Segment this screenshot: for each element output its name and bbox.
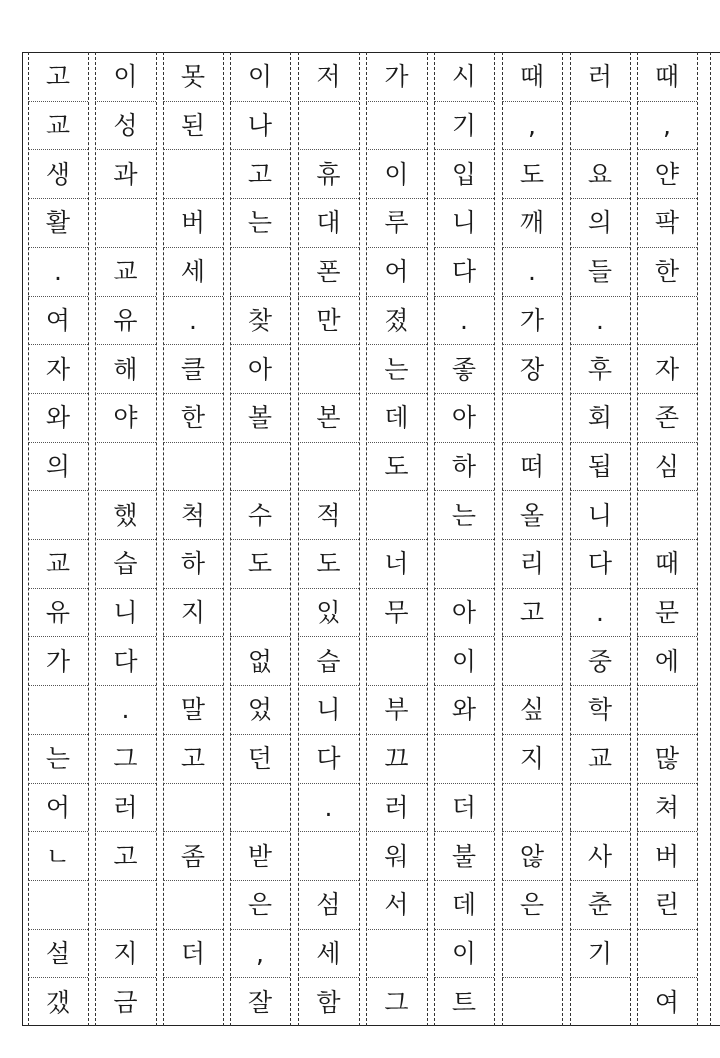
- manuscript-cell: 문: [654, 598, 680, 628]
- manuscript-column: [637, 52, 697, 1026]
- manuscript-cell: 아: [451, 403, 477, 433]
- manuscript-cell: 후: [587, 354, 613, 384]
- column-rule: [290, 52, 291, 1026]
- column-rule: [223, 52, 224, 1026]
- manuscript-cell: 야: [113, 403, 138, 433]
- manuscript-cell: 가: [384, 62, 409, 92]
- manuscript-cell: 대: [316, 208, 341, 238]
- manuscript-cell: 올: [519, 500, 545, 530]
- manuscript-cell: ,: [528, 111, 536, 141]
- manuscript-cell: 볼: [247, 403, 273, 433]
- manuscript-cell: 와: [451, 695, 477, 725]
- manuscript-cell: [230, 783, 290, 833]
- manuscript-cell: 이: [451, 646, 477, 676]
- manuscript-cell: [366, 101, 427, 151]
- manuscript-cell: 중: [587, 646, 613, 676]
- manuscript-cell: [298, 101, 359, 151]
- manuscript-cell: 도: [384, 451, 409, 481]
- manuscript-cell: ,: [663, 111, 671, 141]
- manuscript-cell: [502, 977, 562, 1027]
- manuscript-cell: 교: [113, 257, 138, 287]
- manuscript-cell: 은: [247, 890, 273, 920]
- manuscript-cell: 본: [316, 403, 341, 433]
- manuscript-cell: [434, 734, 494, 784]
- manuscript-cell: 는: [45, 744, 71, 774]
- column-rule: [562, 52, 563, 1026]
- manuscript-column: [366, 52, 427, 1026]
- manuscript-cell: 버: [180, 208, 206, 238]
- manuscript-cell: [434, 539, 494, 589]
- manuscript-cell: 않: [519, 841, 545, 871]
- manuscript-column: [95, 52, 156, 1026]
- manuscript-cell: 더: [180, 938, 206, 968]
- manuscript-cell: 무: [384, 598, 409, 628]
- manuscript-column: [28, 52, 88, 1026]
- manuscript-cell: 가: [519, 305, 545, 335]
- manuscript-cell: [95, 880, 156, 930]
- manuscript-cell: 폰: [316, 257, 341, 287]
- manuscript-cell: 교: [45, 549, 71, 579]
- manuscript-cell: 없: [247, 646, 273, 676]
- manuscript-cell: 춘: [587, 890, 613, 920]
- manuscript-cell: 회: [587, 403, 613, 433]
- manuscript-cell: 부: [384, 695, 409, 725]
- manuscript-cell: 한: [180, 403, 206, 433]
- manuscript-cell: 많: [654, 744, 680, 774]
- manuscript-cell: 과: [113, 159, 138, 189]
- manuscript-cell: 유: [113, 305, 138, 335]
- manuscript-cell: [637, 929, 697, 979]
- manuscript-cell: 활: [45, 208, 71, 238]
- manuscript-cell: [28, 685, 88, 735]
- manuscript-cell: 고: [247, 159, 273, 189]
- manuscript-cell: 때: [654, 549, 680, 579]
- manuscript-cell: 니: [587, 500, 613, 530]
- manuscript-cell: 해: [113, 354, 138, 384]
- manuscript-cell: [163, 149, 223, 199]
- manuscript-cell: 싶: [519, 695, 545, 725]
- manuscript-cell: 이: [247, 62, 273, 92]
- manuscript-cell: 의: [45, 451, 71, 481]
- manuscript-cell: [366, 490, 427, 540]
- manuscript-cell: .: [54, 257, 62, 287]
- manuscript-cell: 다: [316, 744, 341, 774]
- manuscript-cell: 린: [654, 890, 680, 920]
- manuscript-cell: 습: [316, 646, 341, 676]
- manuscript-cell: 루: [384, 208, 409, 238]
- manuscript-cell: 너: [384, 549, 409, 579]
- manuscript-cell: 하: [451, 451, 477, 481]
- manuscript-cell: 받: [247, 841, 273, 871]
- manuscript-cell: 요: [587, 159, 613, 189]
- manuscript-cell: 쳐: [654, 792, 680, 822]
- manuscript-cell: 팍: [654, 208, 680, 238]
- manuscript-cell: 유: [45, 598, 71, 628]
- manuscript-column: [298, 52, 359, 1026]
- manuscript-cell: 나: [247, 111, 273, 141]
- manuscript-cell: [163, 977, 223, 1027]
- manuscript-cell: 에: [654, 646, 680, 676]
- manuscript-cell: [502, 929, 562, 979]
- manuscript-cell: 니: [113, 598, 138, 628]
- manuscript-cell: 다: [113, 646, 138, 676]
- manuscript-cell: ,: [256, 938, 264, 968]
- manuscript-cell: .: [528, 257, 536, 287]
- manuscript-cell: 저: [316, 62, 341, 92]
- manuscript-cell: 지: [180, 598, 206, 628]
- manuscript-cell: [230, 247, 290, 297]
- manuscript-cell: 수: [247, 500, 273, 530]
- manuscript-cell: 끄: [384, 744, 409, 774]
- manuscript-column: [434, 52, 494, 1026]
- column-rule: [156, 52, 157, 1026]
- manuscript-cell: 그: [384, 987, 409, 1017]
- column-rule: [494, 52, 495, 1026]
- manuscript-cell: 심: [654, 451, 680, 481]
- manuscript-cell: 이: [451, 938, 477, 968]
- manuscript-cell: 생: [45, 159, 71, 189]
- manuscript-cell: [637, 685, 697, 735]
- manuscript-cell: 됩: [587, 451, 613, 481]
- manuscript-cell: [28, 490, 88, 540]
- manuscript-cell: 워: [384, 841, 409, 871]
- manuscript-cell: 한: [654, 257, 680, 287]
- manuscript-cell: [502, 783, 562, 833]
- manuscript-cell: 는: [384, 354, 409, 384]
- manuscript-cell: 좀: [180, 841, 206, 871]
- manuscript-cell: 기: [451, 111, 477, 141]
- manuscript-cell: 는: [247, 208, 273, 238]
- manuscript-cell: 여: [45, 305, 71, 335]
- manuscript-cell: [163, 636, 223, 686]
- manuscript-cell: [298, 344, 359, 394]
- manuscript-cell: 던: [247, 744, 273, 774]
- manuscript-cell: 러: [113, 792, 138, 822]
- manuscript-cell: 여: [654, 987, 680, 1017]
- manuscript-cell: 시: [451, 62, 477, 92]
- manuscript-cell: .: [189, 305, 197, 335]
- manuscript-cell: 교: [587, 744, 613, 774]
- manuscript-cell: 서: [384, 890, 409, 920]
- manuscript-cell: 지: [519, 744, 545, 774]
- manuscript-cell: 휴: [316, 159, 341, 189]
- manuscript-cell: 적: [316, 500, 341, 530]
- manuscript-cell: 찾: [247, 305, 273, 335]
- manuscript-cell: 교: [45, 111, 71, 141]
- manuscript-column: [502, 52, 562, 1026]
- manuscript-cell: 설: [45, 938, 71, 968]
- manuscript-cell: 떠: [519, 451, 545, 481]
- manuscript-cell: .: [596, 598, 604, 628]
- manuscript-cell: 니: [316, 695, 341, 725]
- manuscript-cell: 말: [180, 695, 206, 725]
- manuscript-cell: [502, 393, 562, 443]
- manuscript-cell: 이: [113, 62, 138, 92]
- manuscript-cell: [570, 783, 630, 833]
- manuscript-cell: 지: [113, 938, 138, 968]
- manuscript-cell: 불: [451, 841, 477, 871]
- manuscript-cell: 아: [451, 598, 477, 628]
- manuscript-column: [163, 52, 223, 1026]
- manuscript-cell: 리: [519, 549, 545, 579]
- manuscript-cell: 했: [113, 500, 138, 530]
- manuscript-cell: 자: [45, 354, 71, 384]
- manuscript-cell: [637, 296, 697, 346]
- manuscript-cell: .: [324, 792, 333, 822]
- manuscript-cell: [95, 442, 156, 492]
- manuscript-cell: 와: [45, 403, 71, 433]
- manuscript-cell: 자: [654, 354, 680, 384]
- manuscript-cell: 함: [316, 987, 341, 1017]
- manuscript-cell: 이: [384, 159, 409, 189]
- manuscript-cell: [502, 636, 562, 686]
- manuscript-cell: .: [460, 305, 468, 335]
- manuscript-cell: [163, 442, 223, 492]
- manuscript-column: [230, 52, 290, 1026]
- manuscript-cell: 고: [519, 598, 545, 628]
- manuscript-cell: [163, 783, 223, 833]
- manuscript-cell: 은: [519, 890, 545, 920]
- column-rule: [359, 52, 360, 1026]
- manuscript-cell: 입: [451, 159, 477, 189]
- manuscript-cell: [230, 588, 290, 638]
- manuscript-cell: [95, 198, 156, 248]
- manuscript-cell: 들: [587, 257, 613, 287]
- manuscript-cell: 세: [316, 938, 341, 968]
- manuscript-cell: 얀: [654, 159, 680, 189]
- manuscript-cell: 데: [384, 403, 409, 433]
- manuscript-cell: 사: [587, 841, 613, 871]
- manuscript-column: [570, 52, 630, 1026]
- manuscript-cell: 러: [384, 792, 409, 822]
- manuscript-cell: 클: [180, 354, 206, 384]
- manuscript-cell: 하: [180, 549, 206, 579]
- manuscript-cell: [298, 831, 359, 881]
- manuscript-cell: [366, 929, 427, 979]
- manuscript-cell: 때: [519, 62, 545, 92]
- column-rule: [697, 52, 698, 1026]
- manuscript-cell: [570, 101, 630, 151]
- manuscript-cell: 가: [45, 646, 71, 676]
- manuscript-cell: 만: [316, 305, 341, 335]
- manuscript-cell: 고: [45, 62, 71, 92]
- column-rule: [710, 52, 711, 1026]
- manuscript-cell: 는: [451, 500, 477, 530]
- manuscript-cell: 다: [587, 549, 613, 579]
- column-rule: [630, 52, 631, 1026]
- manuscript-cell: [637, 490, 697, 540]
- manuscript-cell: ㄴ: [45, 841, 71, 871]
- manuscript-cell: 더: [451, 792, 477, 822]
- manuscript-cell: 도: [247, 549, 273, 579]
- manuscript-cell: [163, 880, 223, 930]
- manuscript-cell: 버: [654, 841, 680, 871]
- manuscript-cell: 다: [451, 257, 477, 287]
- manuscript-cell: 데: [451, 890, 477, 920]
- manuscript-cell: [366, 636, 427, 686]
- manuscript-cell: .: [596, 305, 604, 335]
- manuscript-cell: 어: [45, 792, 71, 822]
- manuscript-cell: 학: [587, 695, 613, 725]
- manuscript-cell: 트: [451, 987, 477, 1017]
- manuscript-cell: 고: [180, 744, 206, 774]
- manuscript-cell: 고: [113, 841, 138, 871]
- manuscript-cell: 그: [113, 744, 138, 774]
- manuscript-cell: [230, 442, 290, 492]
- manuscript-cell: 때: [654, 62, 680, 92]
- manuscript-cell: 세: [180, 257, 206, 287]
- manuscript-cell: 있: [316, 598, 341, 628]
- manuscript-cell: 졌: [384, 305, 409, 335]
- manuscript-cell: 의: [587, 208, 613, 238]
- manuscript-cell: 된: [180, 111, 206, 141]
- manuscript-cell: 도: [316, 549, 341, 579]
- manuscript-cell: 존: [654, 403, 680, 433]
- manuscript-cell: .: [121, 695, 130, 725]
- manuscript-cell: 도: [519, 159, 545, 189]
- manuscript-cell: 갰: [45, 987, 71, 1017]
- manuscript-cell: 척: [180, 500, 206, 530]
- manuscript-cell: 아: [247, 354, 273, 384]
- manuscript-cell: 습: [113, 549, 138, 579]
- manuscript-cell: 좋: [451, 354, 477, 384]
- manuscript-cell: 금: [113, 987, 138, 1017]
- column-rule: [427, 52, 428, 1026]
- manuscript-cell: 섬: [316, 890, 341, 920]
- manuscript-cell: 어: [384, 257, 409, 287]
- manuscript-cell: 니: [451, 208, 477, 238]
- manuscript-cell: 기: [587, 938, 613, 968]
- manuscript-cell: 깨: [519, 208, 545, 238]
- manuscript-cell: 었: [247, 695, 273, 725]
- manuscript-cell: 잘: [247, 987, 273, 1017]
- manuscript-cell: [570, 977, 630, 1027]
- manuscript-cell: 성: [113, 111, 138, 141]
- manuscript-cell: 장: [519, 354, 545, 384]
- manuscript-cell: 못: [180, 62, 206, 92]
- manuscript-cell: [28, 880, 88, 930]
- manuscript-cell: [298, 442, 359, 492]
- column-rule: [88, 52, 89, 1026]
- manuscript-cell: 러: [587, 62, 613, 92]
